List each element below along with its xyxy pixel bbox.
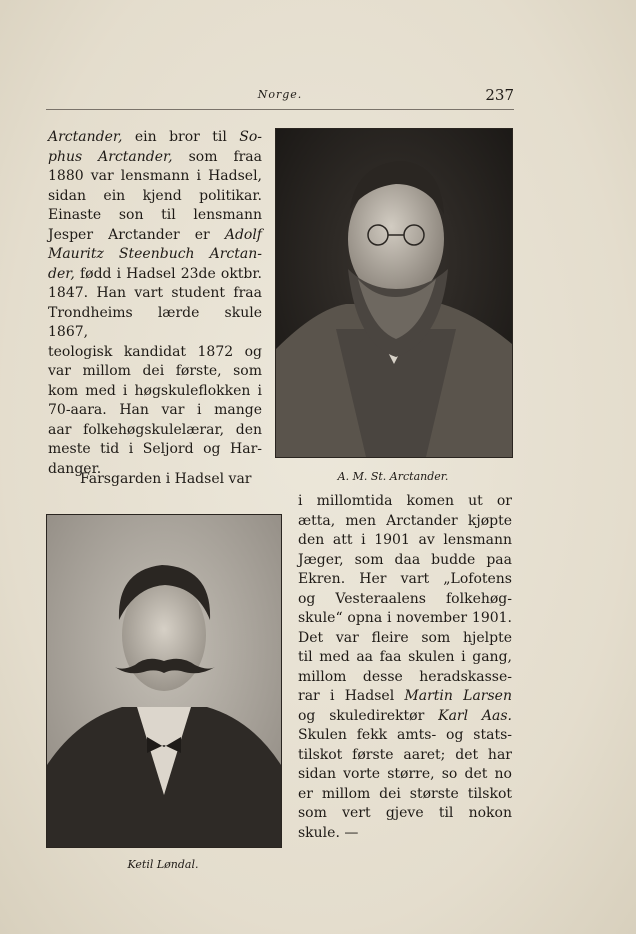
caption-arctander: A. M. St. Arctander.	[337, 470, 449, 483]
header-rule	[46, 109, 514, 110]
left-column-text: Arctander, ein bror til So- phus Arctander, som fraa 1880 var lensmann i Hadsel, sidan ein kjend politikar. Einaste son til lensmann Jesper Arctander er Adolf Mauritz Steenbuch Arctan- der, fødd i Hadsel 23de oktbr. 1847. Han vart student fraa Trondheims lærde skule 1867, teologisk kandidat 1872 og var millom dei første, som kom med i høgskuleflokken i 70-aara. Han var i mange aar folkehøgskulelærar, den meste tid i Seljord og Har- danger.	[48, 129, 263, 477]
caption-londal: Ketil Løndal.	[127, 858, 199, 871]
portrait-londal	[46, 514, 282, 848]
left-column-last-line: Farsgarden i Hadsel var	[80, 471, 252, 487]
right-column-text: i millomtida komen ut or ætta, men Arctander kjøpte den att i 1901 av lensmann Jæger, som daa budde paa Ekren. Her vart „Lofotens og Vesteraalens folkehøg- skule“ opna i november 1901. Det var fleire som hjelpte til med aa faa skulen i gang, millom desse heradskasse- rar i Hadsel Martin Larsen og skuledirektør Karl Aas. Skulen fekk amts- og stats- tilskot første aaret; det har sidan vorte større, so det no er millom dei største tilskot som vert gjeve til nokon skule. —	[298, 493, 512, 841]
running-header: Norge.	[257, 88, 303, 101]
portrait-arctander	[275, 128, 513, 458]
page-number: 237	[485, 86, 514, 104]
